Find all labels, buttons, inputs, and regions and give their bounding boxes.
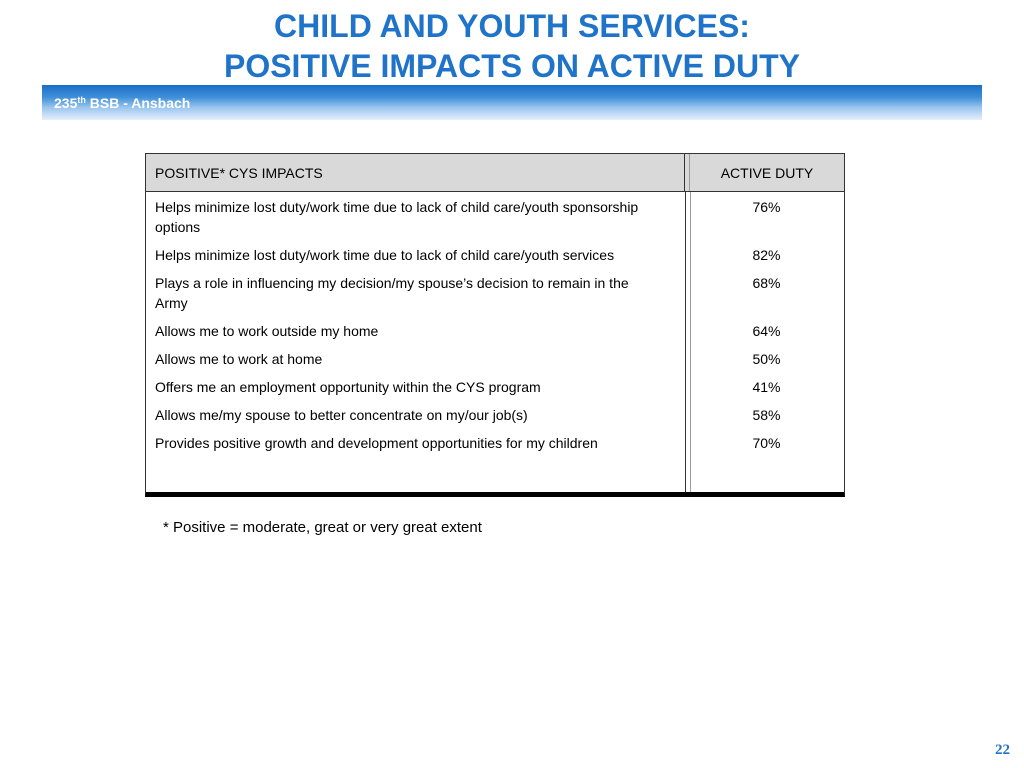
slide-title [0,6,1024,86]
slide-title-line-2: POSITIVE IMPACTS ON ACTIVE DUTY [223,48,801,84]
table-row [146,245,844,265]
active-duty-cell: 41% [752,379,781,395]
impacts-table [145,153,845,497]
footnote: * Positive = moderate, great or very great extent [163,519,482,536]
impact-cell: Plays a role in influencing my decision/my spouse’s decision to remain in the Army [155,275,629,311]
page-number: 22 [995,742,1010,758]
table-row [146,321,844,341]
active-duty-cell: 50% [752,351,781,367]
table-row [146,197,844,237]
impact-cell: Helps minimize lost duty/work time due to lack of child care/youth services [155,247,615,263]
impact-cell: Helps minimize lost duty/work time due to lack of child care/youth sponsorship options [155,199,639,235]
active-duty-cell: 58% [752,407,781,423]
table-row [146,377,844,397]
table-row [146,405,844,425]
active-duty-cell: 64% [752,323,781,339]
unit-banner [42,85,982,120]
impact-cell: Allows me/my spouse to better concentrate on my/our job(s) [155,407,528,423]
slide-title-line-1: CHILD AND YOUTH SERVICES: [274,8,750,44]
active-duty-cell: 68% [752,275,781,291]
table-row [146,273,844,313]
unit-label [54,95,190,111]
impact-cell: Allows me to work outside my home [155,323,379,339]
impact-cell: Allows me to work at home [155,351,323,367]
impact-cell: Offers me an employment opportunity within the CYS program [155,379,541,395]
table-row [146,433,844,453]
column-divider [690,192,691,492]
unit-number: 235 [54,95,78,111]
header-active-duty: ACTIVE DUTY [689,154,844,191]
impact-cell: Provides positive growth and development opportunities for my children [155,435,598,451]
active-duty-cell: 76% [752,199,781,215]
unit-name: BSB - Ansbach [85,95,191,111]
header-impacts: POSITIVE* CYS IMPACTS [146,154,685,191]
table-body [146,192,844,492]
unit-superscript: th [77,95,86,105]
active-duty-cell: 70% [752,435,781,451]
column-divider [685,192,686,492]
table-row [146,349,844,369]
active-duty-cell: 82% [752,247,781,263]
table-header-row [146,154,844,192]
